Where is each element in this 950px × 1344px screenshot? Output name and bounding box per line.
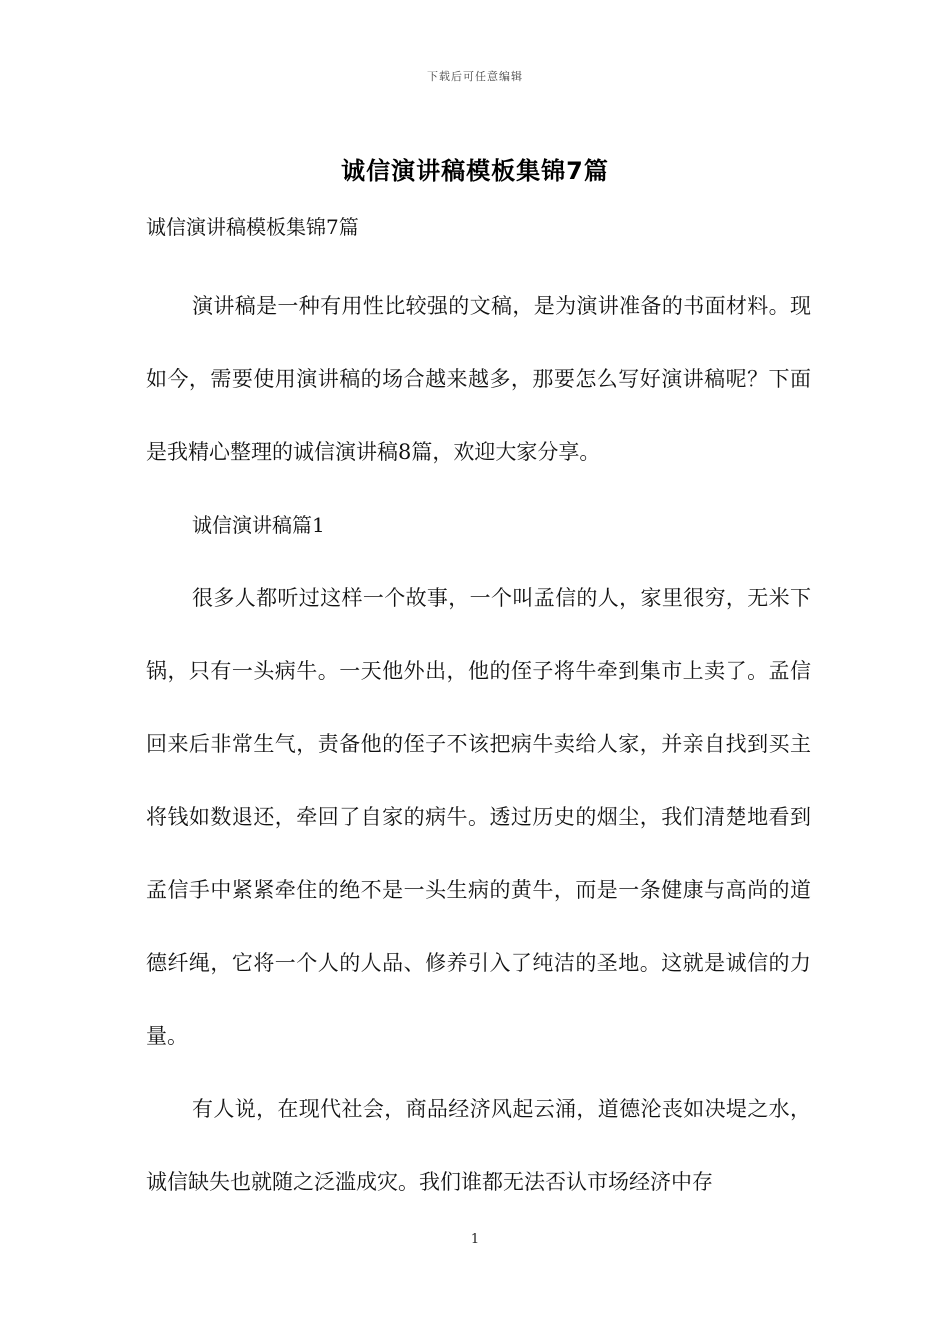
header-note: 下载后可任意编辑 [427,70,523,83]
body-paragraph-2: 有人说，在现代社会，商品经济风起云涌，道德沦丧如决堤之水，诚信缺失也就随之泛滥成灾。我们谁都无法否认市场经济中存 [146,1097,811,1194]
body-paragraph-1: 很多人都听过这样一个故事，一个叫孟信的人，家里很穷，无米下锅，只有一头病牛。一天他外出，他的侄子将牛牵到集市上卖了。孟信回来后非常生气，责备他的侄子不该把病牛卖给人家，并亲自找到买主将钱如数退还，牵回了自家的病牛。透过历史的烟尘，我们清楚地看到孟信手中紧紧牵住的绝不是一头生病的黄牛，而是一条健康与高尚的道德纤绳，它将一个人的人品、修养引入了纯洁的圣地。这就是诚信的力量。 [146,586,811,1048]
document-subtitle: 诚信演讲稿模板集锦7篇 [146,215,359,239]
document-title: 诚信演讲稿模板集锦7篇 [341,157,609,185]
document-body [146,270,811,1219]
section-heading: 诚信演讲稿篇1 [192,513,325,537]
intro-paragraph: 演讲稿是一种有用性比较强的文稿，是为演讲准备的书面材料。现如今，需要使用演讲稿的场合越来越多，那要怎么写好演讲稿呢？下面是我精心整理的诚信演讲稿8篇，欢迎大家分享。 [146,294,811,464]
page-number: 1 [470,1232,480,1247]
